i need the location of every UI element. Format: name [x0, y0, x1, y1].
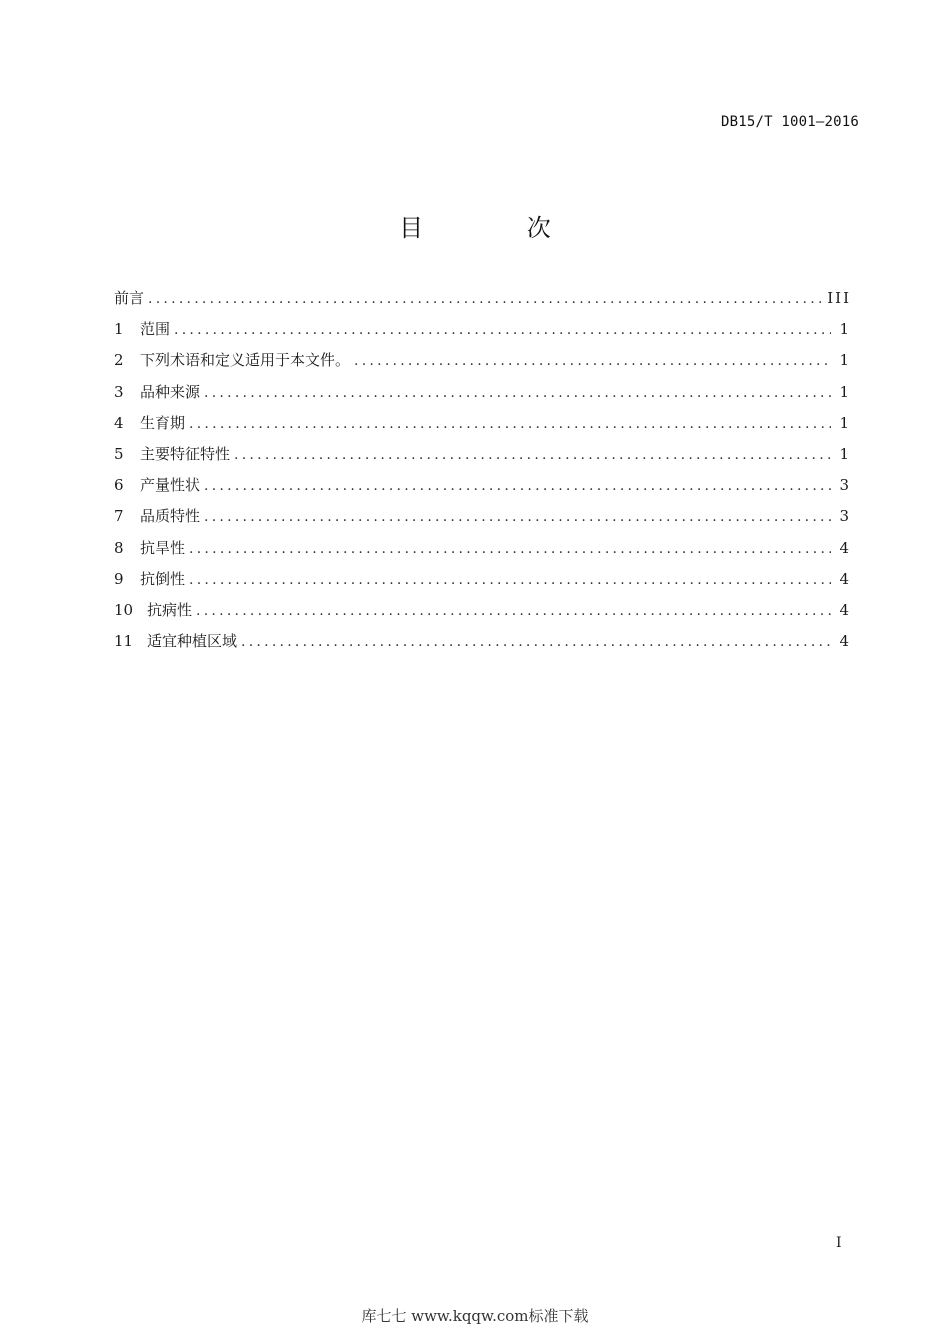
toc-entry-page: 4 — [839, 600, 851, 619]
toc-entry-page: 4 — [839, 632, 851, 651]
table-of-contents — [114, 287, 851, 661]
toc-entry-page: 1 — [839, 320, 851, 339]
toc-entry-number: 10 — [114, 600, 134, 619]
toc-entry-label: 抗病性 — [147, 600, 193, 619]
toc-entry-number: 5 — [114, 444, 124, 463]
toc-entry-scope[interactable] — [114, 318, 851, 349]
toc-entry-disease-resistance[interactable] — [114, 599, 851, 630]
toc-leader-dots — [241, 634, 831, 650]
toc-title: 目 次 — [399, 214, 599, 242]
document-code: DB15/T 1001—2016 — [720, 114, 859, 130]
toc-leader-dots — [204, 478, 831, 494]
toc-entry-label: 产量性状 — [140, 476, 201, 495]
toc-entry-variety-origin[interactable] — [114, 381, 851, 412]
toc-entry-number: 4 — [114, 413, 124, 432]
toc-entry-page: 1 — [839, 444, 851, 463]
toc-leader-dots — [189, 541, 831, 557]
toc-entry-terms[interactable] — [114, 349, 851, 380]
toc-entry-number: 7 — [114, 507, 124, 526]
toc-entry-main-traits[interactable] — [114, 443, 851, 474]
toc-leader-dots — [196, 603, 831, 619]
page-number: I — [836, 1235, 842, 1251]
toc-entry-growth-period[interactable] — [114, 412, 851, 443]
toc-entry-foreword[interactable] — [114, 287, 851, 318]
toc-entry-number: 9 — [114, 569, 124, 588]
toc-leader-dots — [204, 385, 831, 401]
toc-entry-label: 适宜种植区域 — [147, 632, 238, 651]
watermark-text: 库七七 www.kqqw.com标准下载 — [361, 1307, 589, 1325]
toc-entry-page: 4 — [839, 538, 851, 557]
toc-leader-dots — [174, 322, 831, 338]
toc-entry-number: 11 — [114, 632, 134, 651]
toc-entry-page: 3 — [839, 476, 851, 495]
toc-entry-number: 6 — [114, 476, 124, 495]
toc-entry-page: 1 — [839, 413, 851, 432]
toc-entry-drought-resistance[interactable] — [114, 537, 851, 568]
toc-entry-yield-traits[interactable] — [114, 474, 851, 505]
toc-leader-dots — [189, 572, 831, 588]
toc-entry-number: 8 — [114, 538, 124, 557]
toc-entry-page: 4 — [839, 569, 851, 588]
toc-entry-number: 3 — [114, 382, 124, 401]
toc-entry-number: 2 — [114, 351, 124, 370]
toc-entry-label: 抗倒性 — [140, 569, 186, 588]
toc-entry-suitable-region[interactable] — [114, 630, 851, 661]
toc-entry-page: 1 — [839, 351, 851, 370]
toc-entry-page: III — [827, 289, 851, 307]
toc-entry-quality-traits[interactable] — [114, 505, 851, 536]
toc-entry-page: 3 — [839, 507, 851, 526]
toc-entry-label: 下列术语和定义适用于本文件。 — [140, 351, 351, 370]
toc-entry-label: 品种来源 — [140, 382, 201, 401]
toc-entry-lodging-resistance[interactable] — [114, 568, 851, 599]
toc-leader-dots — [148, 291, 821, 307]
toc-entry-label: 主要特征特性 — [140, 444, 231, 463]
toc-leader-dots — [354, 353, 831, 369]
toc-entry-label: 范围 — [140, 320, 171, 339]
toc-leader-dots — [189, 416, 831, 432]
toc-entry-number: 1 — [114, 320, 124, 339]
toc-entry-label: 生育期 — [140, 413, 186, 432]
toc-entry-label: 抗旱性 — [140, 538, 186, 557]
toc-leader-dots — [234, 447, 831, 463]
toc-leader-dots — [204, 509, 831, 525]
toc-entry-page: 1 — [839, 382, 851, 401]
toc-entry-label: 品质特性 — [140, 507, 201, 526]
toc-entry-label: 前言 — [114, 289, 145, 307]
